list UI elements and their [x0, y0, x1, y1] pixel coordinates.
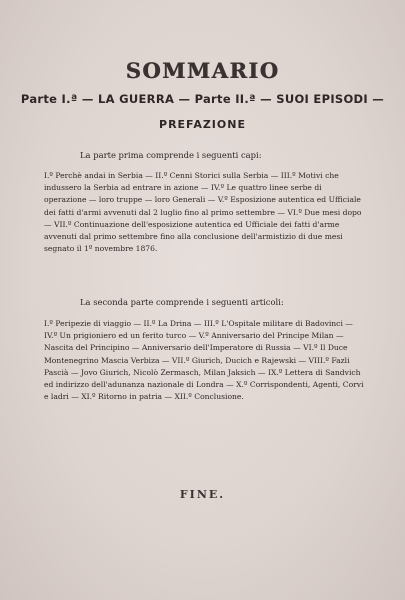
parts-subtitle: Parte I.ª — LA GUERRA — Parte II.ª — SUOI EPISODI — [20, 92, 385, 106]
page-title: SOMMARIO [125, 58, 280, 83]
part-one-intro: La parte prima comprende i seguenti capi: [80, 150, 262, 160]
part-two-intro: La seconda parte comprende i seguenti articoli: [80, 297, 284, 307]
preface-heading: PREFAZIONE [159, 118, 246, 131]
end-mark: FINE. [179, 488, 226, 501]
part-two-articles: I.º Peripezie di viaggio — II.º La Drina — III.º L'Ospitale militare di Badovinci — IV.º Un prigioniero ed un ferito turco — V.º Anniversario del Principe Milan — Nascita del Principino — Anniversario dell'Imperatore di Russia — VI.º Il Duce Montenegrino Mascia Verbiza — VII.º Giurich, Ducich e Rajewski — VIII.º Fazli Pascià — Jovo Giurich, Nicolò Zermasch, Milan Jaksich — IX.º Lettera di Sandvich ed indirizzo dell'adunanza nazionale di Londra — X.º Corrispondenti, Agenti, Corvi e ladri — XI.º Ritorno in patria — XII.º Conclusione. [44, 319, 364, 402]
part-one-chapters: I.º Perchè andai in Serbia — II.º Cenni Storici sulla Serbia — III.º Motivi che indussero la Serbia ad entrare in azione — IV.º Le quattro linee serbe di operazione — loro truppe — loro Generali — V.º Esposizione autentica ed Ufficiale dei fatti d'armi avvenuti dal 2 luglio fino al primo settembre — VI.º Due mesi dopo — VII.º Continuazione dell'esposizione autentica ed Ufficiale dei fatti d'arme avvenuti dal primo settembre fino alla conclusione dell'armistizio di due mesi segnato il 1º novembre 1876. [44, 171, 362, 254]
